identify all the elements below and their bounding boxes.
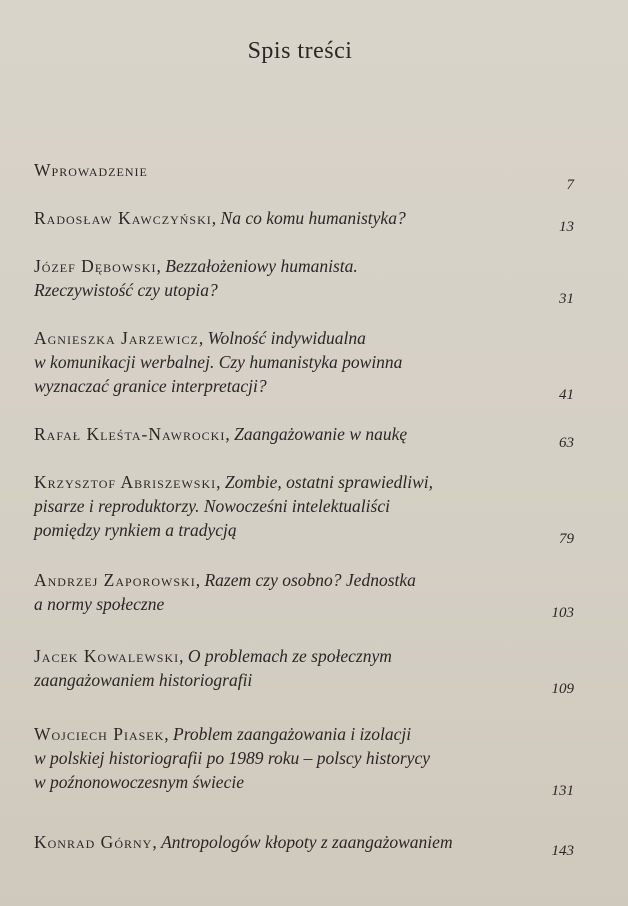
toc-author: Rafał Kleśta-Nawrocki xyxy=(34,424,226,444)
toc-author: Krzysztof Abriszewski xyxy=(34,472,217,492)
toc-author: Jacek Kowalewski xyxy=(34,646,180,666)
toc-author: Radosław Kawczyński xyxy=(34,208,212,228)
toc-entry xyxy=(34,568,574,622)
toc-entry xyxy=(34,722,574,800)
toc-line: Józef Dębowski, Bezzałożeniowy humanista. xyxy=(34,256,358,276)
toc-line: Konrad Górny, Antropologów kłopoty z zaangażowaniem xyxy=(34,832,453,852)
toc-work-title: Wolność indywidualna xyxy=(207,328,366,348)
toc-work-title: Na co komu humanistyka? xyxy=(220,208,406,228)
toc-author: Józef Dębowski xyxy=(34,256,157,276)
toc-work-title: Zombie, ostatni sprawiedliwi, xyxy=(224,472,433,492)
toc-work-title: pomiędzy rynkiem a tradycją xyxy=(34,520,237,540)
toc-line: Wojciech Piasek, Problem zaangażowania i izolacji xyxy=(34,724,412,744)
toc-work-title: wyznaczać granice interpretacji? xyxy=(34,376,267,396)
toc-entry xyxy=(34,422,574,452)
toc-work-title: Problem zaangażowania i izolacji xyxy=(173,724,412,744)
toc-author: Agnieszka Jarzewicz xyxy=(34,328,199,348)
toc-author: Wojciech Piasek xyxy=(34,724,165,744)
toc-entry xyxy=(34,470,574,548)
toc-author: Andrzej Zaporowski xyxy=(34,570,196,590)
toc-entry xyxy=(34,326,574,404)
toc-work-title: zaangażowaniem historiografii xyxy=(34,670,253,690)
toc-author: Wprowadzenie xyxy=(34,160,148,180)
toc-line: Andrzej Zaporowski, Razem czy osobno? Jednostka xyxy=(34,570,416,590)
toc-work-title: Antropologów kłopoty z zaangażowaniem xyxy=(161,832,453,852)
toc-page-number: 103 xyxy=(551,605,574,621)
toc-line: Radosław Kawczyński, Na co komu humanistyka? xyxy=(34,208,406,228)
toc-work-title: a normy społeczne xyxy=(34,594,165,614)
toc-entry xyxy=(34,254,574,308)
toc-work-title: Bezzałożeniowy humanista. xyxy=(165,256,358,276)
toc-page-number: 13 xyxy=(559,219,574,235)
toc-work-title: w polskiej historiografii po 1989 roku – polscy historycy xyxy=(34,748,430,768)
toc-line: Rafał Kleśta-Nawrocki, Zaangażowanie w naukę xyxy=(34,424,408,444)
toc-page-number: 143 xyxy=(551,843,574,859)
toc-line: Jacek Kowalewski, O problemach ze społecznym xyxy=(34,646,392,666)
toc-entry xyxy=(34,644,574,698)
toc-work-title: pisarze i reproduktorzy. Nowocześni intelektualiści xyxy=(34,496,390,516)
toc-work-title: Rzeczywistość czy utopia? xyxy=(34,280,218,300)
toc-page-number: 7 xyxy=(566,177,574,193)
toc-page-number: 41 xyxy=(559,387,574,403)
toc-line xyxy=(34,158,574,182)
toc-page-number: 63 xyxy=(559,435,574,451)
toc-work-title: Zaangażowanie w naukę xyxy=(234,424,408,444)
toc-work-title: w komunikacji werbalnej. Czy humanistyka powinna xyxy=(34,352,403,372)
toc-entry xyxy=(34,158,574,194)
toc-work-title: Razem czy osobno? Jednostka xyxy=(204,570,416,590)
toc-line: Agnieszka Jarzewicz, Wolność indywidualna xyxy=(34,328,366,348)
toc-page-number: 109 xyxy=(551,681,574,697)
toc-line: Krzysztof Abriszewski, Zombie, ostatni sprawiedliwi, xyxy=(34,472,433,492)
page-title: Spis treści xyxy=(247,38,353,64)
toc-page-number: 79 xyxy=(559,531,574,547)
toc-work-title: w poźnonowoczesnym świecie xyxy=(34,772,244,792)
toc-page-number: 131 xyxy=(551,783,574,799)
toc-work-title: O problemach ze społecznym xyxy=(187,646,392,666)
toc-entry xyxy=(34,830,574,860)
toc-entry xyxy=(34,206,574,236)
toc-page-number: 31 xyxy=(559,291,574,307)
toc-author: Konrad Górny xyxy=(34,832,153,852)
